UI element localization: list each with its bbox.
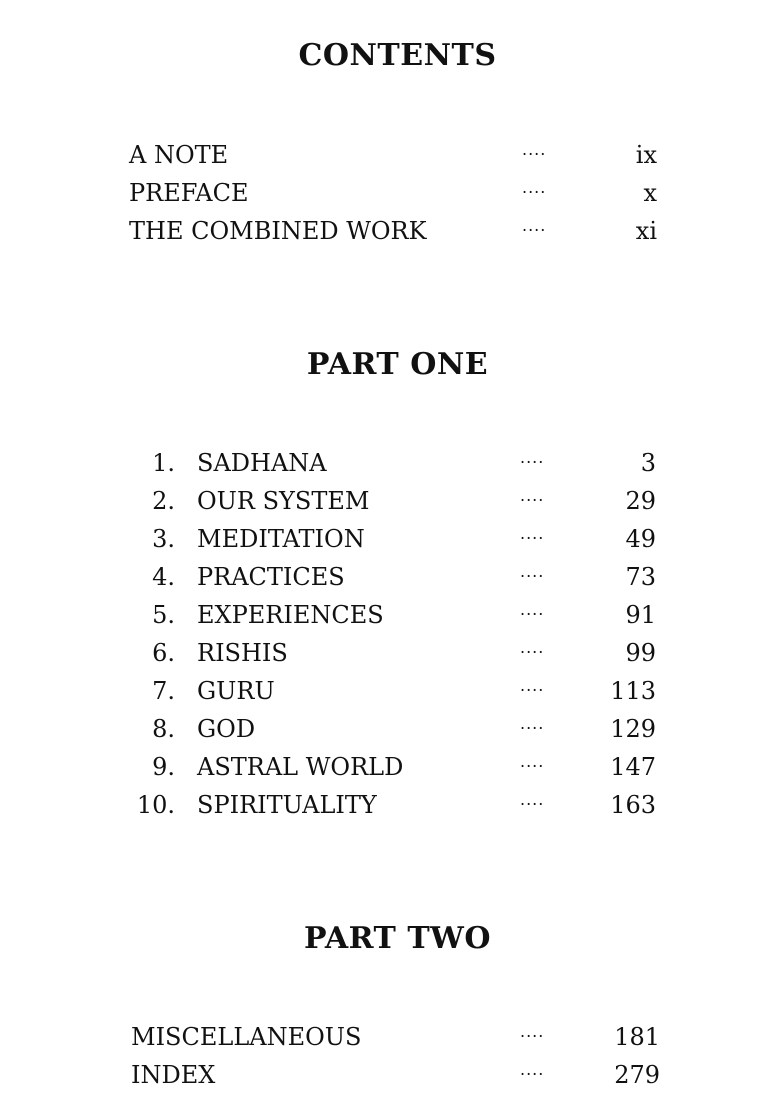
- toc-entry[interactable]: [0, 559, 780, 595]
- entry-title: OUR SYSTEM: [197, 487, 370, 515]
- entry-page: 49: [625, 525, 656, 553]
- entry-number: 9.: [152, 753, 175, 781]
- entry-title: RISHIS: [197, 639, 288, 667]
- entry-title: MEDITATION: [197, 525, 365, 553]
- entry-title: PRACTICES: [197, 563, 345, 591]
- entry-number: 6.: [152, 639, 175, 667]
- toc-entry[interactable]: [0, 711, 780, 747]
- entry-page: 3: [640, 449, 656, 477]
- entry-title: A NOTE: [129, 141, 229, 169]
- entry-title: INDEX: [131, 1061, 216, 1089]
- entry-number: 1.: [152, 449, 175, 477]
- entry-number: 2.: [152, 487, 175, 515]
- entry-title: SPIRITUALITY: [197, 791, 377, 819]
- leader-dots: ....: [520, 600, 545, 619]
- leader-dots: ....: [520, 676, 545, 695]
- entry-title: ASTRAL WORLD: [197, 753, 404, 781]
- toc-entry[interactable]: [0, 483, 780, 519]
- leader-dots: ....: [520, 752, 545, 771]
- entry-page: ix: [635, 141, 657, 169]
- entry-page: x: [643, 179, 657, 207]
- page-title: CONTENTS: [298, 38, 497, 73]
- leader-dots: ....: [520, 1060, 545, 1079]
- entry-title: EXPERIENCES: [197, 601, 384, 629]
- part-one-heading: PART ONE: [306, 347, 489, 382]
- leader-dots: ....: [520, 1022, 545, 1041]
- leader-dots: ....: [522, 140, 547, 159]
- entry-page: 91: [625, 601, 656, 629]
- leader-dots: ....: [520, 790, 545, 809]
- leader-dots: ....: [520, 714, 545, 733]
- entry-page: 29: [625, 487, 656, 515]
- entry-page: 73: [625, 563, 656, 591]
- entry-number: 3.: [152, 525, 175, 553]
- entry-title: PREFACE: [129, 179, 249, 207]
- leader-dots: ....: [520, 638, 545, 657]
- entry-page: xi: [635, 217, 657, 245]
- toc-entry[interactable]: [0, 1019, 780, 1055]
- entry-number: 8.: [152, 715, 175, 743]
- entry-title: GURU: [197, 677, 275, 705]
- toc-entry[interactable]: [0, 137, 780, 173]
- entry-page: 279: [614, 1061, 660, 1089]
- leader-dots: ....: [522, 178, 547, 197]
- entry-title: SADHANA: [197, 449, 327, 477]
- entry-page: 147: [610, 753, 656, 781]
- toc-entry[interactable]: [0, 213, 780, 249]
- toc-entry[interactable]: [0, 749, 780, 785]
- toc-entry[interactable]: [0, 445, 780, 481]
- toc-entry[interactable]: [0, 1057, 780, 1093]
- toc-entry[interactable]: [0, 175, 780, 211]
- leader-dots: ....: [522, 216, 547, 235]
- entry-number: 5.: [152, 601, 175, 629]
- entry-number: 7.: [152, 677, 175, 705]
- leader-dots: ....: [520, 486, 545, 505]
- toc-entry[interactable]: [0, 597, 780, 633]
- entry-page: 163: [610, 791, 656, 819]
- leader-dots: ....: [520, 448, 545, 467]
- toc-entry[interactable]: [0, 635, 780, 671]
- entry-page: 181: [614, 1023, 660, 1051]
- entry-number: 10.: [136, 791, 175, 819]
- entry-page: 99: [625, 639, 656, 667]
- leader-dots: ....: [520, 562, 545, 581]
- entry-page: 129: [610, 715, 656, 743]
- leader-dots: ....: [520, 524, 545, 543]
- part-two-heading: PART TWO: [304, 921, 491, 956]
- entry-title: THE COMBINED WORK: [129, 217, 427, 245]
- entry-title: MISCELLANEOUS: [131, 1023, 362, 1051]
- entry-title: GOD: [197, 715, 256, 743]
- entry-number: 4.: [152, 563, 175, 591]
- toc-entry[interactable]: [0, 787, 780, 823]
- entry-page: 113: [610, 677, 656, 705]
- toc-entry[interactable]: [0, 521, 780, 557]
- toc-entry[interactable]: [0, 673, 780, 709]
